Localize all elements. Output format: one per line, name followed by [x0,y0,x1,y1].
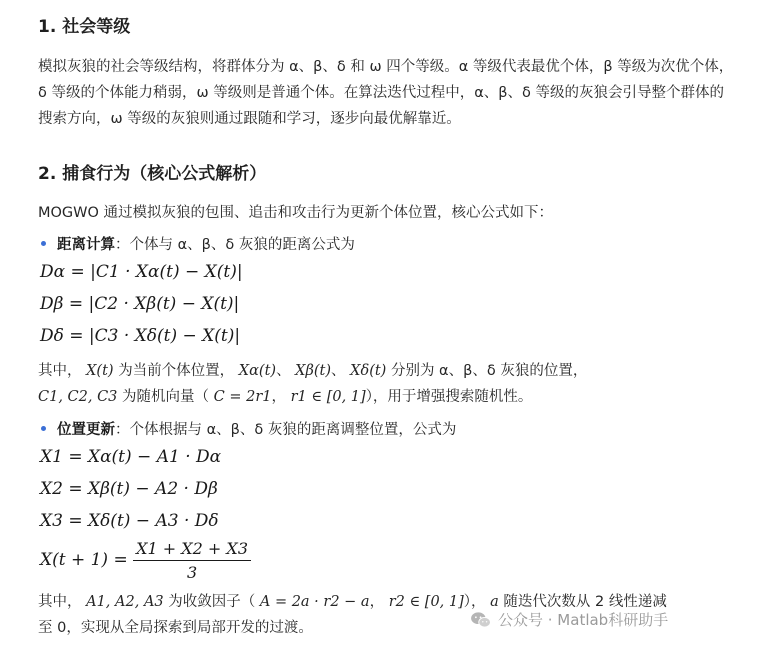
wechat-icon [470,611,492,629]
equation-d-alpha: Dα = |C1 · Xα(t) − X(t)| [40,262,243,282]
equation-x3: X3 = Xδ(t) − A3 · Dδ [40,511,219,531]
math-x-t: X(t) [86,363,114,379]
fraction-numerator: X1 + X2 + X3 [133,539,251,561]
text-span: 、 [331,363,346,379]
watermark-text: 公众号 · Matlab科研助手 [498,611,669,629]
math-c-vectors: C1, C2, C3 [38,389,118,405]
bullet-distance-label: 距离计算 [57,237,115,253]
equation-x1: X1 = Xα(t) − A1 · Dα [40,447,222,467]
math-x-beta: Xβ(t) [295,363,332,379]
section1-heading: 1. 社会等级 [38,17,131,37]
bullet-dot [41,241,46,246]
text-span: 为随机向量（ [122,389,210,405]
equation-d-beta: Dβ = |C2 · Xβ(t) − X(t)| [40,294,240,314]
watermark [470,609,668,630]
text-span: ， [369,594,385,610]
explain-distance-line1 [38,359,587,380]
equation-x-next [40,539,251,582]
bullet-dot [41,426,46,431]
text-span: ）， [463,594,486,610]
math-a-factors: A1, A2, A3 [86,594,164,610]
math-r2-range: r2 ∈ [0, 1] [388,594,464,610]
bullet-position-text: ：个体根据与 α、β、δ 灰狼的距离调整位置，公式为 [115,422,457,438]
explain-distance-line2 [38,385,532,406]
fraction-denominator: 3 [186,563,198,582]
math-x-delta: Xδ(t) [350,363,387,379]
text-span: 其中， [38,594,82,610]
bullet-position-label: 位置更新 [57,422,115,438]
bullet-distance-text: ：个体与 α、β、δ 灰狼的距离公式为 [115,237,355,253]
equation-d-delta: Dδ = |C3 · Xδ(t) − X(t)| [40,326,241,346]
fraction [133,539,251,582]
text-span: 为当前个体位置， [118,363,235,379]
section1-paragraph: 模拟灰狼的社会等级结构，将群体分为 α、β、δ 和 ω 四个等级。α 等级代表最优个体，β 等级为次优个体，δ 等级的个体能力稍弱，ω 等级则是普通个体。在算法迭代过程中，α、β、δ 等级的灰狼会引导整个群体的搜索方向，ω 等级的灰狼则通过跟随和学习，逐步向最优解靠近。 [38,59,734,127]
math-x-alpha: Xα(t) [238,363,277,379]
section2-heading: 2. 捕食行为（核心公式解析） [38,164,267,184]
math-r1-range: r1 ∈ [0, 1] [290,389,366,405]
text-span: 随迭代次数从 2 线性递减 [503,594,667,610]
text-span: 分别为 α、β、δ 灰狼的位置， [390,363,588,379]
math-a-def: A = 2a · r2 − a [259,594,370,610]
bullet-position [38,418,456,439]
equation-x2: X2 = Xβ(t) − A2 · Dβ [40,479,218,499]
text-span: ），用于增强搜索随机性。 [365,389,533,405]
bullet-distance [38,233,355,254]
text-span: ， [271,389,286,405]
math-a: a [490,594,499,610]
section2-intro: MOGWO 通过模拟灰狼的包围、追击和攻击行为更新个体位置，核心公式如下： [38,205,554,221]
equation-lhs: X(t + 1) = [40,550,134,570]
text-span: 为收敛因子（ [168,594,256,610]
text-span: 其中， [38,363,82,379]
math-c-def: C = 2r1 [213,389,272,405]
explain-position-line2: 至 0，实现从全局探索到局部开发的过渡。 [38,620,313,636]
explain-position-line1 [38,590,667,611]
text-span: 、 [276,363,291,379]
